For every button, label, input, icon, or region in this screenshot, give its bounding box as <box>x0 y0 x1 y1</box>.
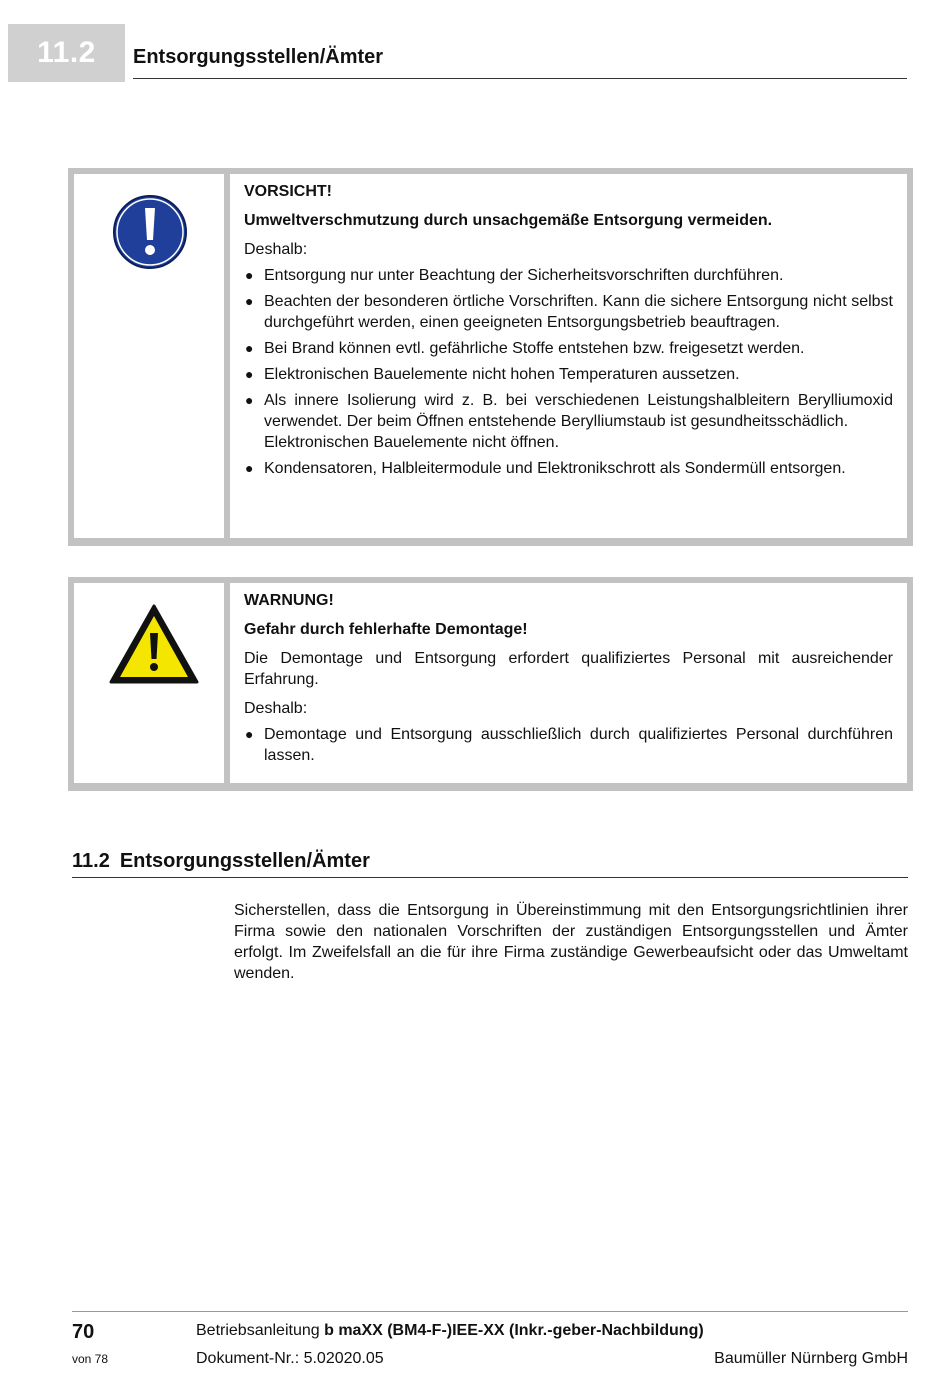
list-item-note: Elektronischen Bauelemente nicht öffnen. <box>264 434 560 451</box>
section-body: Sicherstellen, dass die Entsorgung in Übereinstimmung mit den Entsorgungsrichtlinien ihrer Firma sowie den nationalen Vorschriften der zuständigen Entsorgungsstellen und Ämter erfolgt. Im Zweifelsfall an die für ihre Firma zuständige Gewerbeaufsicht oder das Umweltamt wenden. <box>234 902 908 982</box>
bullet-icon: ● <box>245 340 254 356</box>
list-item: ● Demontage und Entsorgung ausschließlich durch qualifiziertes Personal durchführen lassen. <box>245 726 893 764</box>
warning-notice <box>68 577 913 791</box>
document-title: Betriebsanleitung b maXX (BM4-F-)IEE-XX (Inkr.-geber-Nachbildung) <box>196 1322 704 1339</box>
warning-intro: Deshalb: <box>244 700 308 717</box>
caution-heading: VORSICHT! <box>244 183 332 200</box>
bullet-icon: ● <box>245 460 254 476</box>
mandatory-exclamation-icon <box>112 194 188 270</box>
chapter-title: Entsorgungsstellen/Ämter <box>133 46 384 68</box>
list-item: ● Als innere Isolierung wird z. B. bei verschiedenen Leistungshalbleitern Berylliumoxid verwendet. Der beim Öffnen entstehende Berylliumstaub ist gesundheitsschädlich. Elektronischen Bauelemente nicht öffnen. <box>245 392 893 451</box>
chapter-number: 11.2 <box>37 36 96 69</box>
list-item: ● Entsorgung nur unter Beachtung der Sicherheitsvorschriften durchführen. <box>245 267 784 284</box>
section-title: Entsorgungsstellen/Ämter <box>119 850 370 872</box>
section-number: 11.2 <box>72 850 110 872</box>
header-divider <box>133 78 907 79</box>
section-divider <box>72 877 908 878</box>
bullet-icon: ● <box>245 267 254 283</box>
warning-body: Die Demontage und Entsorgung erfordert qualifiziertes Personal mit ausreichender Erfahrung. <box>244 650 893 688</box>
chapter-number-box <box>8 24 125 82</box>
bullet-icon: ● <box>245 392 254 408</box>
list-item: ● Kondensatoren, Halbleitermodule und Elektronikschrott als Sondermüll entsorgen. <box>245 460 846 477</box>
warning-triangle-icon <box>108 603 200 685</box>
list-item: ● Beachten der besonderen örtliche Vorschriften. Kann die sichere Entsorgung nicht selbst durchgeführt werden, einen geeigneten Entsorgungsbetrieb beauftragen. <box>245 293 893 331</box>
bullet-icon: ● <box>245 366 254 382</box>
page-number: 70 <box>72 1321 95 1343</box>
warning-subheading: Gefahr durch fehlerhafte Demontage! <box>244 621 528 638</box>
footer-divider <box>72 1311 908 1312</box>
document-number: Dokument-Nr.: 5.02020.05 <box>196 1350 384 1367</box>
list-item: ● Bei Brand können evtl. gefährliche Stoffe entstehen bzw. freigesetzt werden. <box>245 340 805 357</box>
warning-heading: WARNUNG! <box>244 592 334 609</box>
page-count: von 78 <box>72 1352 109 1366</box>
company-name: Baumüller Nürnberg GmbH <box>714 1350 908 1367</box>
section-heading <box>72 850 370 873</box>
warning-bullet-list <box>244 724 893 766</box>
caution-intro: Deshalb: <box>244 241 308 258</box>
bullet-icon: ● <box>245 726 254 742</box>
caution-bullet-list <box>244 265 893 479</box>
caution-subheading: Umweltverschmutzung durch unsachgemäße Entsorgung vermeiden. <box>244 212 773 229</box>
caution-notice <box>68 168 913 546</box>
bullet-icon: ● <box>245 293 254 309</box>
caution-icon-column <box>74 174 230 538</box>
warning-icon-column <box>74 583 230 783</box>
list-item: ● Elektronischen Bauelemente nicht hohen Temperaturen aussetzen. <box>245 366 740 383</box>
